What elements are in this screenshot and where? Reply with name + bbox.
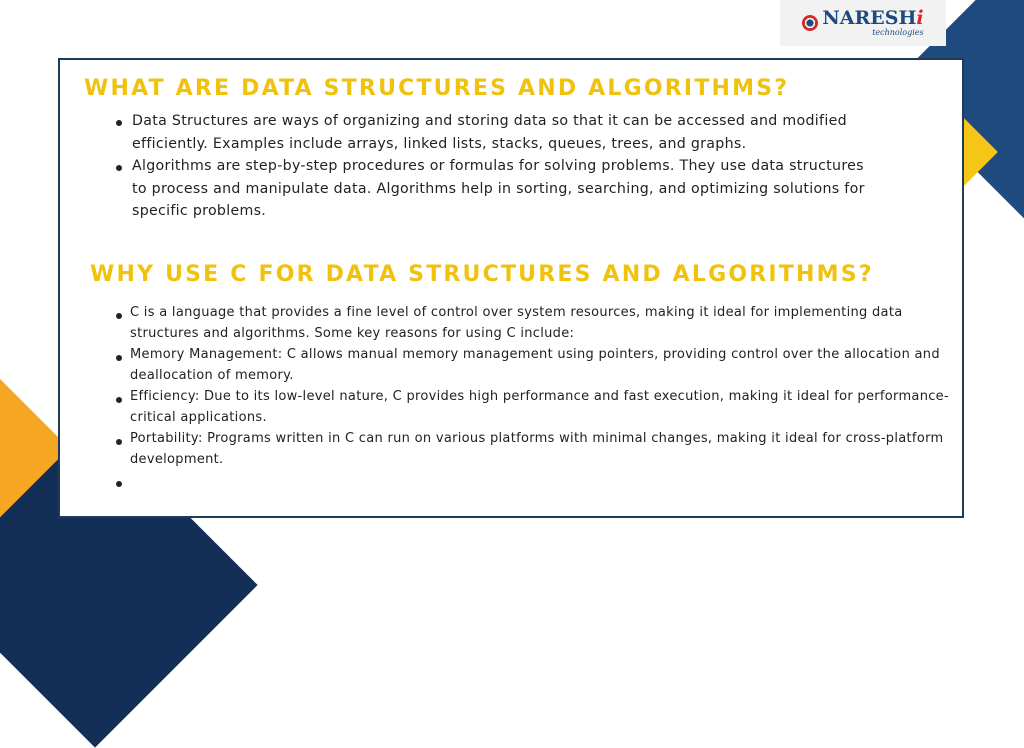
bullet-dot-icon [116, 313, 122, 319]
list-item [130, 345, 965, 386]
company-logo [780, 0, 946, 46]
section-title-why-use-c: WHY USE C FOR DATA STRUCTURES AND ALGORITHMS? [90, 262, 874, 287]
list-item-text: C is a language that provides a fine level of control over system resources, making it ideal for implementing data structures and algorithms. Some key reasons for using C include: [130, 305, 903, 341]
logo-name-accent: i [916, 7, 924, 29]
list-item [130, 429, 965, 470]
section1-bullet-list [132, 110, 872, 223]
bullet-dot-icon [116, 165, 122, 171]
section-title-what-are-dsa: WHAT ARE DATA STRUCTURES AND ALGORITHMS? [84, 76, 790, 101]
list-item-text: Portability: Programs written in C can run on various platforms with minimal changes, making it ideal for cross-platform development. [130, 431, 944, 467]
list-item [132, 110, 872, 155]
logo-emblem-icon [802, 15, 818, 31]
list-item-text: Efficiency: Due to its low-level nature, C provides high performance and fast execution, making it ideal for performance-critical applications. [130, 389, 949, 425]
bullet-dot-icon [116, 439, 122, 445]
logo-name: NARESH [822, 7, 917, 29]
logo-tagline: technologies [872, 28, 924, 37]
list-item-empty [130, 471, 965, 491]
bullet-dot-icon [116, 120, 122, 126]
bullet-dot-icon [116, 355, 122, 361]
list-item [130, 387, 965, 428]
list-item-text: Algorithms are step-by-step procedures or formulas for solving problems. They use data structures to process and manipulate data. Algorithms help in sorting, searching, and optimizing solutions for specific problems. [132, 158, 865, 219]
list-item-text: Memory Management: C allows manual memory management using pointers, providing control over the allocation and deallocation of memory. [130, 347, 940, 383]
list-item [130, 303, 965, 344]
list-item [132, 155, 872, 223]
section2-bullet-list [130, 303, 965, 492]
bullet-dot-icon [116, 397, 122, 403]
list-item-text: Data Structures are ways of organizing and storing data so that it can be accessed and modified efficiently. Examples include arrays, linked lists, stacks, queues, trees, and graphs. [132, 113, 847, 152]
bullet-dot-icon [116, 481, 122, 487]
